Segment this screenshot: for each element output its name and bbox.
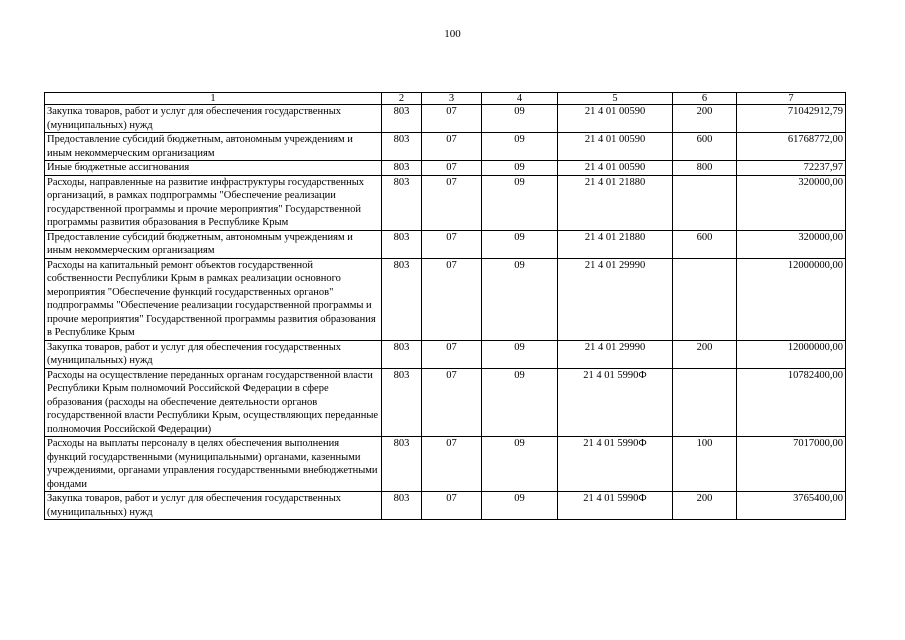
table-row	[45, 133, 846, 161]
subsection-code: 09	[482, 258, 558, 340]
ministry-code: 803	[382, 368, 422, 437]
expense-name: Предоставление субсидий бюджетным, автономным учреждениям и иным некоммерческим организациям	[45, 230, 382, 258]
target-article-code: 21 4 01 29990	[558, 258, 673, 340]
subsection-code: 09	[482, 340, 558, 368]
section-code: 07	[422, 133, 482, 161]
expense-name: Расходы на осуществление переданных органам государственной власти Республики Крым полномочий Российской Федерации в сфере образования (расходы на обеспечение деятельности органов государственной власти Республики Крым, осуществляющих переданные полномочия Российской Федерации)	[45, 368, 382, 437]
subsection-code: 09	[482, 133, 558, 161]
column-header: 1	[45, 93, 382, 105]
section-code: 07	[422, 230, 482, 258]
expense-name: Закупка товаров, работ и услуг для обеспечения государственных (муниципальных) нужд	[45, 340, 382, 368]
table-row	[45, 258, 846, 340]
subsection-code: 09	[482, 105, 558, 133]
table-row	[45, 437, 846, 492]
ministry-code: 803	[382, 161, 422, 176]
ministry-code: 803	[382, 258, 422, 340]
subsection-code: 09	[482, 175, 558, 230]
amount: 320000,00	[737, 175, 846, 230]
amount: 7017000,00	[737, 437, 846, 492]
subsection-code: 09	[482, 368, 558, 437]
table-row	[45, 340, 846, 368]
target-article-code: 21 4 01 00590	[558, 133, 673, 161]
page-number: 100	[444, 28, 461, 40]
table-row	[45, 161, 846, 176]
expense-type-code: 200	[673, 492, 737, 520]
section-code: 07	[422, 340, 482, 368]
expense-type-code: 100	[673, 437, 737, 492]
subsection-code: 09	[482, 161, 558, 176]
expense-name: Расходы, направленные на развитие инфраструктуры государственных организаций, в рамках подпрограммы "Обеспечение реализации государственной программы и прочие мероприятия" Государственной программы развития образования в Республике Крым	[45, 175, 382, 230]
table-row	[45, 368, 846, 437]
amount: 320000,00	[737, 230, 846, 258]
table-row	[45, 230, 846, 258]
ministry-code: 803	[382, 492, 422, 520]
column-header: 2	[382, 93, 422, 105]
amount: 61768772,00	[737, 133, 846, 161]
target-article-code: 21 4 01 29990	[558, 340, 673, 368]
subsection-code: 09	[482, 492, 558, 520]
target-article-code: 21 4 01 00590	[558, 161, 673, 176]
expense-name: Иные бюджетные ассигнования	[45, 161, 382, 176]
ministry-code: 803	[382, 340, 422, 368]
expense-type-code: 600	[673, 230, 737, 258]
ministry-code: 803	[382, 175, 422, 230]
amount: 10782400,00	[737, 368, 846, 437]
column-header: 5	[558, 93, 673, 105]
section-code: 07	[422, 161, 482, 176]
column-header: 6	[673, 93, 737, 105]
expense-name: Закупка товаров, работ и услуг для обеспечения государственных (муниципальных) нужд	[45, 105, 382, 133]
ministry-code: 803	[382, 105, 422, 133]
expense-type-code	[673, 258, 737, 340]
table-row	[45, 105, 846, 133]
expense-name: Расходы на капитальный ремонт объектов государственной собственности Республики Крым в рамках реализации основного мероприятия "Обеспечение функций государственных органов" подпрограммы "Обеспечение реализации государственной программы и прочие мероприятия" Государственной программы развития образования в Республике Крым	[45, 258, 382, 340]
section-code: 07	[422, 492, 482, 520]
section-code: 07	[422, 105, 482, 133]
target-article-code: 21 4 01 21880	[558, 175, 673, 230]
expense-type-code	[673, 175, 737, 230]
subsection-code: 09	[482, 230, 558, 258]
table-row	[45, 175, 846, 230]
column-header: 7	[737, 93, 846, 105]
amount: 71042912,79	[737, 105, 846, 133]
ministry-code: 803	[382, 133, 422, 161]
amount: 12000000,00	[737, 340, 846, 368]
target-article-code: 21 4 01 21880	[558, 230, 673, 258]
column-header: 3	[422, 93, 482, 105]
target-article-code: 21 4 01 00590	[558, 105, 673, 133]
expense-type-code	[673, 368, 737, 437]
expense-type-code: 800	[673, 161, 737, 176]
amount: 3765400,00	[737, 492, 846, 520]
target-article-code: 21 4 01 5990Ф	[558, 437, 673, 492]
table-row	[45, 492, 846, 520]
expense-name: Закупка товаров, работ и услуг для обеспечения государственных (муниципальных) нужд	[45, 492, 382, 520]
expense-type-code: 200	[673, 105, 737, 133]
expense-type-code: 600	[673, 133, 737, 161]
section-code: 07	[422, 175, 482, 230]
amount: 12000000,00	[737, 258, 846, 340]
section-code: 07	[422, 437, 482, 492]
ministry-code: 803	[382, 230, 422, 258]
budget-table	[44, 92, 846, 520]
ministry-code: 803	[382, 437, 422, 492]
column-header: 4	[482, 93, 558, 105]
header-row	[45, 93, 846, 105]
subsection-code: 09	[482, 437, 558, 492]
expense-name: Предоставление субсидий бюджетным, автономным учреждениям и иным некоммерческим организациям	[45, 133, 382, 161]
section-code: 07	[422, 258, 482, 340]
amount: 72237,97	[737, 161, 846, 176]
expense-type-code: 200	[673, 340, 737, 368]
expense-name: Расходы на выплаты персоналу в целях обеспечения выполнения функций государственными (муниципальными) органами, казенными учреждениями, органами управления государственными внебюджетными фондами	[45, 437, 382, 492]
section-code: 07	[422, 368, 482, 437]
target-article-code: 21 4 01 5990Ф	[558, 492, 673, 520]
target-article-code: 21 4 01 5990Ф	[558, 368, 673, 437]
